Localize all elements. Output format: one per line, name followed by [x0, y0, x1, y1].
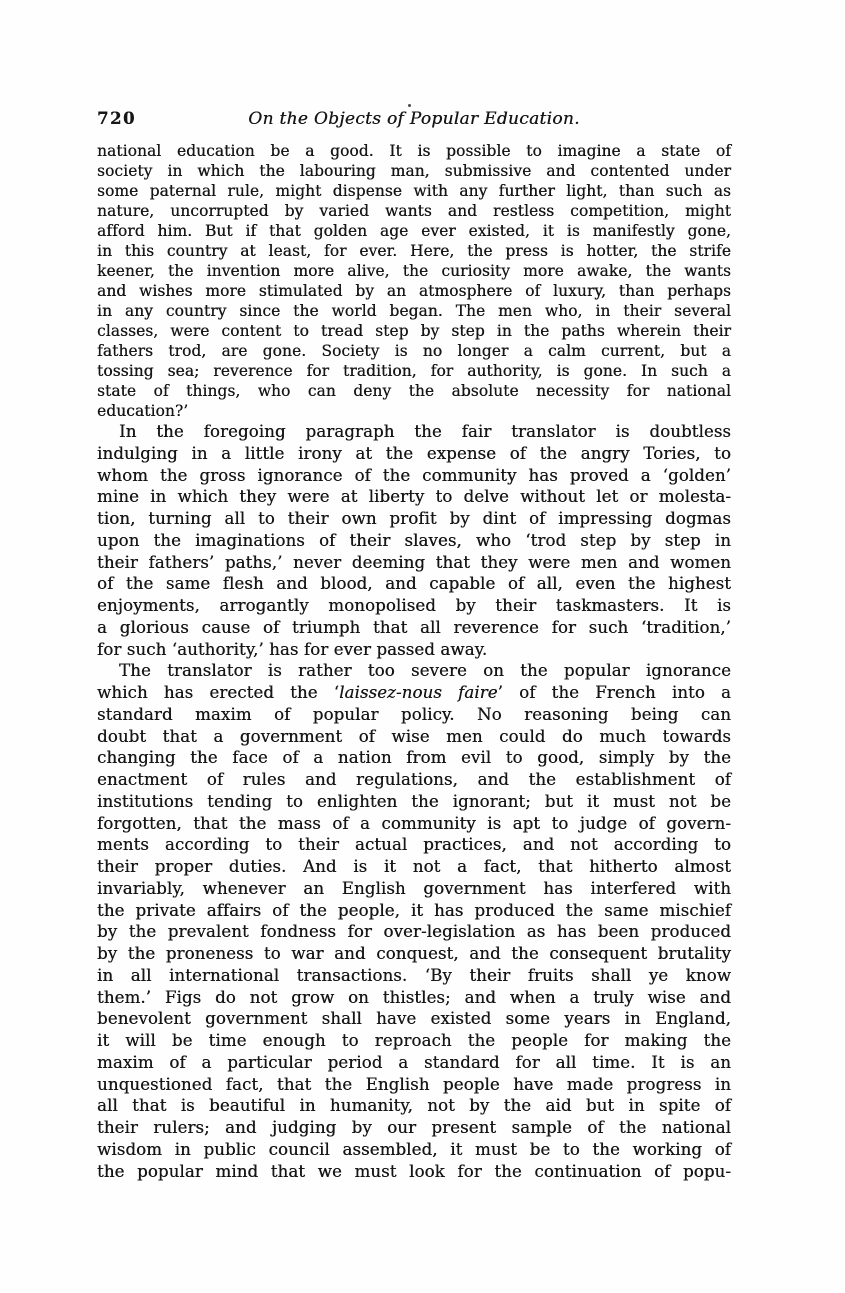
text-line: In the foregoing paragraph the fair translator is doubtless — [119, 422, 731, 441]
text-line: by the proneness to war and conquest, and the consequent brutality — [97, 944, 731, 963]
text-line: their proper duties. And is it not a fact, that hitherto almost — [97, 857, 731, 876]
text-line: education?’ — [97, 402, 189, 420]
text-line: enjoyments, arrogantly monopolised by their taskmasters. It is — [97, 596, 731, 615]
text-line: state of things, who can deny the absolute necessity for national — [97, 382, 731, 400]
text-line: in any country since the world began. The men who, in their several — [97, 302, 731, 320]
text-line: ments according to their actual practices, and not according to — [97, 835, 731, 855]
text-line: national education be a good. It is possible to imagine a state of — [97, 142, 731, 160]
text-line: invariably, whenever an English government has interfered with — [97, 878, 731, 898]
text-line: afford him. But if that golden age ever existed, it is manifestly gone, — [97, 222, 731, 240]
text-line: a glorious cause of triumph that all reverence for such ‘tradition,’ — [97, 617, 731, 637]
paragraph — [97, 421, 731, 660]
text-line: some paternal rule, might dispense with any further light, than such as — [97, 182, 731, 200]
running-title: On the Objects of Popular Education. — [248, 109, 580, 129]
paragraph — [97, 660, 731, 1182]
page-number: 720 — [97, 109, 136, 128]
text-line: it will be time enough to reproach the people for making the — [97, 1031, 731, 1050]
text-line: institutions tending to enlighten the ignorant; but it must not be — [97, 791, 731, 811]
text-line: the popular mind that we must look for the continuation of popu- — [97, 1161, 731, 1181]
paragraph — [97, 141, 731, 421]
text-line: which has erected the ‘laissez-nous faire’ of the French into a — [97, 683, 731, 702]
text-line: doubt that a government of wise men could do much towards — [97, 726, 731, 746]
text-line: forgotten, that the mass of a community is apt to judge of govern- — [97, 813, 731, 833]
text-line: their fathers’ paths,’ never deeming that they were men and women — [97, 552, 731, 572]
text-line: of the same flesh and blood, and capable of all, even the highest — [97, 574, 731, 594]
text-line: nature, uncorrupted by varied wants and restless competition, might — [97, 202, 731, 220]
text-line: wisdom in public council assembled, it must be to the working of — [97, 1139, 731, 1159]
text-line: fathers trod, are gone. Society is no longer a calm current, but a — [97, 342, 731, 360]
text-line: classes, were content to tread step by step in the paths wherein their — [97, 322, 731, 340]
text-line: mine in which they were at liberty to delve without let or molesta- — [97, 487, 731, 507]
text-line: changing the face of a nation from evil to good, simply by the — [97, 748, 731, 768]
text-line: standard maxim of popular policy. No reasoning being can — [97, 704, 731, 724]
text-line: enactment of rules and regulations, and the establishment of — [97, 770, 731, 789]
text-line: for such ‘authority,’ has for ever passed away. — [97, 639, 488, 659]
text-line: tion, turning all to their own profit by dint of impressing dogmas — [97, 509, 731, 528]
text-line: The translator is rather too severe on the popular ignorance — [119, 661, 731, 681]
page-header — [97, 109, 731, 131]
text-line: indulging in a little irony at the expense of the angry Tories, to — [97, 443, 731, 463]
text-line: society in which the labouring man, submissive and contented under — [97, 162, 731, 180]
text-line: benevolent government shall have existed some years in England, — [97, 1009, 731, 1029]
text-line: in this country at least, for ever. Here, the press is hotter, the strife — [97, 242, 731, 260]
text-line: by the prevalent fondness for over-legislation as has been produced — [97, 922, 731, 942]
text-line: maxim of a particular period a standard for all time. It is an — [97, 1052, 731, 1072]
text-line: the private affairs of the people, it has produced the same mischief — [97, 900, 731, 920]
ink-speck — [408, 104, 411, 107]
text-line: in all international transactions. ‘By their fruits shall ye know — [97, 965, 731, 985]
page-body — [97, 141, 731, 1182]
text-line: upon the imaginations of their slaves, who ‘trod step by step in — [97, 530, 731, 550]
text-line: whom the gross ignorance of the community has proved a ‘golden’ — [97, 465, 731, 485]
text-line: all that is beautiful in humanity, not by the aid but in spite of — [97, 1096, 731, 1116]
text-line: and wishes more stimulated by an atmosphere of luxury, than perhaps — [97, 282, 731, 300]
text-line: their rulers; and judging by our present sample of the national — [97, 1118, 731, 1137]
text-line: unquestioned fact, that the English people have made progress in — [97, 1074, 731, 1094]
text-line: them.’ Figs do not grow on thistles; and when a truly wise and — [97, 987, 731, 1007]
text-line: tossing sea; reverence for tradition, for authority, is gone. In such a — [97, 362, 731, 380]
text-line: keener, the invention more alive, the curiosity more awake, the wants — [97, 262, 731, 280]
